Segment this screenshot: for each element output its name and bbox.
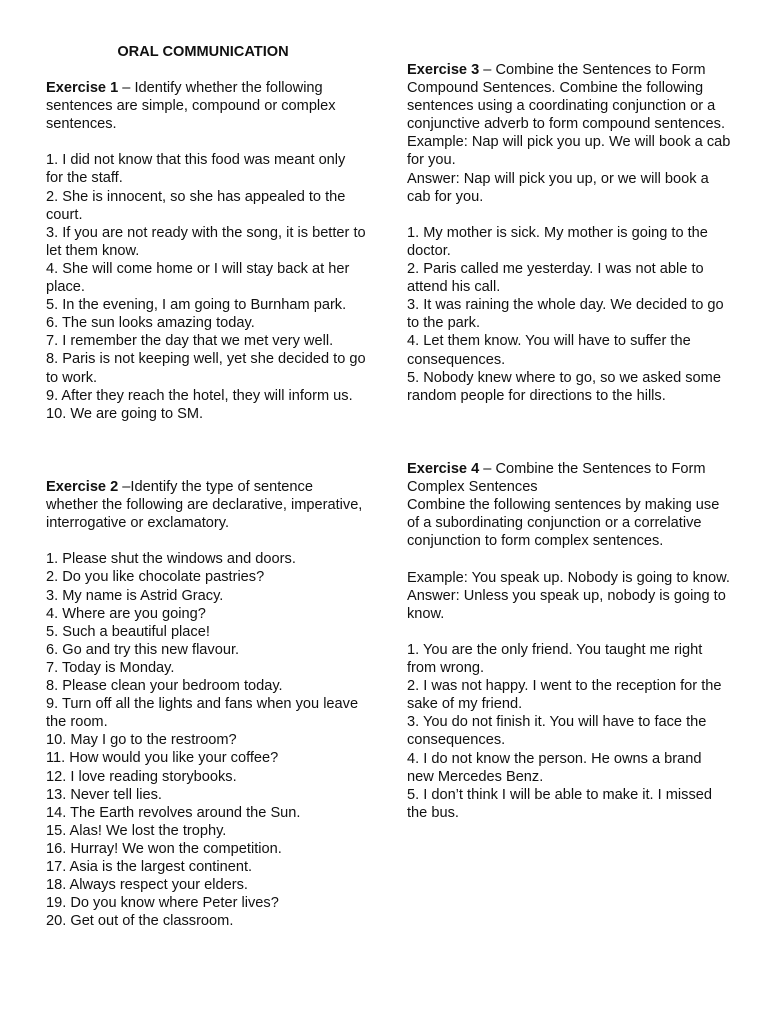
exercise-1-list <box>46 151 366 422</box>
list-item: 7. Today is Monday. <box>46 659 175 676</box>
list-item: 5. Nobody knew where to go, so we asked some random people for directions to the hills. <box>407 369 721 404</box>
exercise-2-instruction: –Identify the type of sentence whether the following are declarative, imperative, interrogative or exclamatory. <box>46 479 363 532</box>
exercise-3-answer: Answer: Nap will pick you up, or we will book a cab for you. <box>407 170 709 205</box>
exercise-4-label: Exercise 4 <box>407 461 480 477</box>
list-item: 10. We are going to SM. <box>46 405 204 422</box>
list-item: 5. In the evening, I am going to Burnham park. <box>46 297 347 314</box>
list-item: 15. Alas! We lost the trophy. <box>46 822 227 839</box>
exercise-2-list <box>46 550 366 930</box>
exercise-4-section <box>407 460 732 822</box>
list-item: 5. Such a beautiful place! <box>46 623 210 640</box>
list-item: 3. My name is Astrid Gracy. <box>46 587 224 604</box>
list-item: 3. If you are not ready with the song, it is better to let them know. <box>46 224 366 259</box>
exercise-3-section <box>407 61 732 405</box>
list-item: 10. May I go to the restroom? <box>46 732 237 749</box>
exercise-1-section <box>46 79 366 423</box>
list-item: 12. I love reading storybooks. <box>46 768 237 785</box>
exercise-3-list <box>407 224 732 405</box>
exercise-4-answer: Answer: Unless you speak up, nobody is going to know. <box>407 587 726 622</box>
exercise-3-instruction: – Combine the Sentences to Form Compound Sentences. Combine the following sentences using a coordinating conjunction or a conjunctive adverb to form compound sentences. <box>407 62 725 133</box>
exercise-1-instruction: – Identify whether the following sentences are simple, compound or complex sentences. <box>46 80 336 133</box>
exercise-4-instruction-detail: Combine the following sentences by making use of a subordinating conjunction or a correlative conjunction to form complex sentences. <box>407 497 720 550</box>
list-item: 2. I was not happy. I went to the reception for the sake of my friend. <box>407 678 722 713</box>
exercise-3-label: Exercise 3 <box>407 62 480 78</box>
list-item: 1. I did not know that this food was meant only for the staff. <box>46 152 346 187</box>
exercise-4-list <box>407 641 732 822</box>
document-title: ORAL COMMUNICATION <box>117 44 289 60</box>
list-item: 2. Paris called me yesterday. I was not able to attend his call. <box>407 261 704 296</box>
exercise-1-label: Exercise 1 <box>46 80 119 96</box>
list-item: 5. I don’t think I will be able to make it. I missed the bus. <box>407 786 712 821</box>
list-item: 1. Please shut the windows and doors. <box>46 551 296 568</box>
list-item: 11. How would you like your coffee? <box>46 750 279 767</box>
list-item: 18. Always respect your elders. <box>46 877 248 894</box>
list-item: 17. Asia is the largest continent. <box>46 858 253 875</box>
list-item: 20. Get out of the classroom. <box>46 913 234 930</box>
exercise-4-example: Example: You speak up. Nobody is going to know. <box>407 569 730 586</box>
list-item: 1. You are the only friend. You taught me right from wrong. <box>407 641 703 677</box>
list-item: 4. Where are you going? <box>46 605 206 622</box>
list-item: 2. She is innocent, so she has appealed to the court. <box>46 188 346 223</box>
list-item: 7. I remember the day that we met very well. <box>46 333 334 350</box>
list-item: 6. Go and try this new flavour. <box>46 641 240 658</box>
exercise-4-instruction: – Combine the Sentences to Form Complex Sentences <box>407 461 706 496</box>
exercise-1-heading <box>46 79 366 133</box>
list-item: 3. It was raining the whole day. We decided to go to the park. <box>407 297 724 332</box>
list-item: 6. The sun looks amazing today. <box>46 315 255 332</box>
list-item: 3. You do not finish it. You will have to face the consequences. <box>407 714 707 749</box>
list-item: 4. I do not know the person. He owns a brand new Mercedes Benz. <box>407 750 702 785</box>
exercise-3-heading <box>407 61 732 133</box>
list-item: 1. My mother is sick. My mother is going to the doctor. <box>407 224 708 259</box>
list-item: 4. Let them know. You will have to suffer the consequences. <box>407 333 691 368</box>
list-item: 4. She will come home or I will stay back at her place. <box>46 260 350 296</box>
list-item: 13. Never tell lies. <box>46 786 162 803</box>
list-item: 14. The Earth revolves around the Sun. <box>46 804 301 821</box>
exercise-4-heading <box>407 460 732 496</box>
exercise-2-section <box>46 478 366 930</box>
list-item: 8. Paris is not keeping well, yet she decided to go to work. <box>46 351 366 386</box>
list-item: 19. Do you know where Peter lives? <box>46 895 279 912</box>
exercise-2-heading <box>46 478 366 532</box>
exercise-2-label: Exercise 2 <box>46 479 119 495</box>
list-item: 8. Please clean your bedroom today. <box>46 678 283 695</box>
list-item: 16. Hurray! We won the competition. <box>46 840 282 857</box>
list-item: 2. Do you like chocolate pastries? <box>46 569 265 586</box>
list-item: 9. Turn off all the lights and fans when you leave the room. <box>46 696 359 731</box>
list-item: 9. After they reach the hotel, they will inform us. <box>46 387 353 404</box>
exercise-3-example: Example: Nap will pick you up. We will book a cab for you. <box>407 134 731 169</box>
